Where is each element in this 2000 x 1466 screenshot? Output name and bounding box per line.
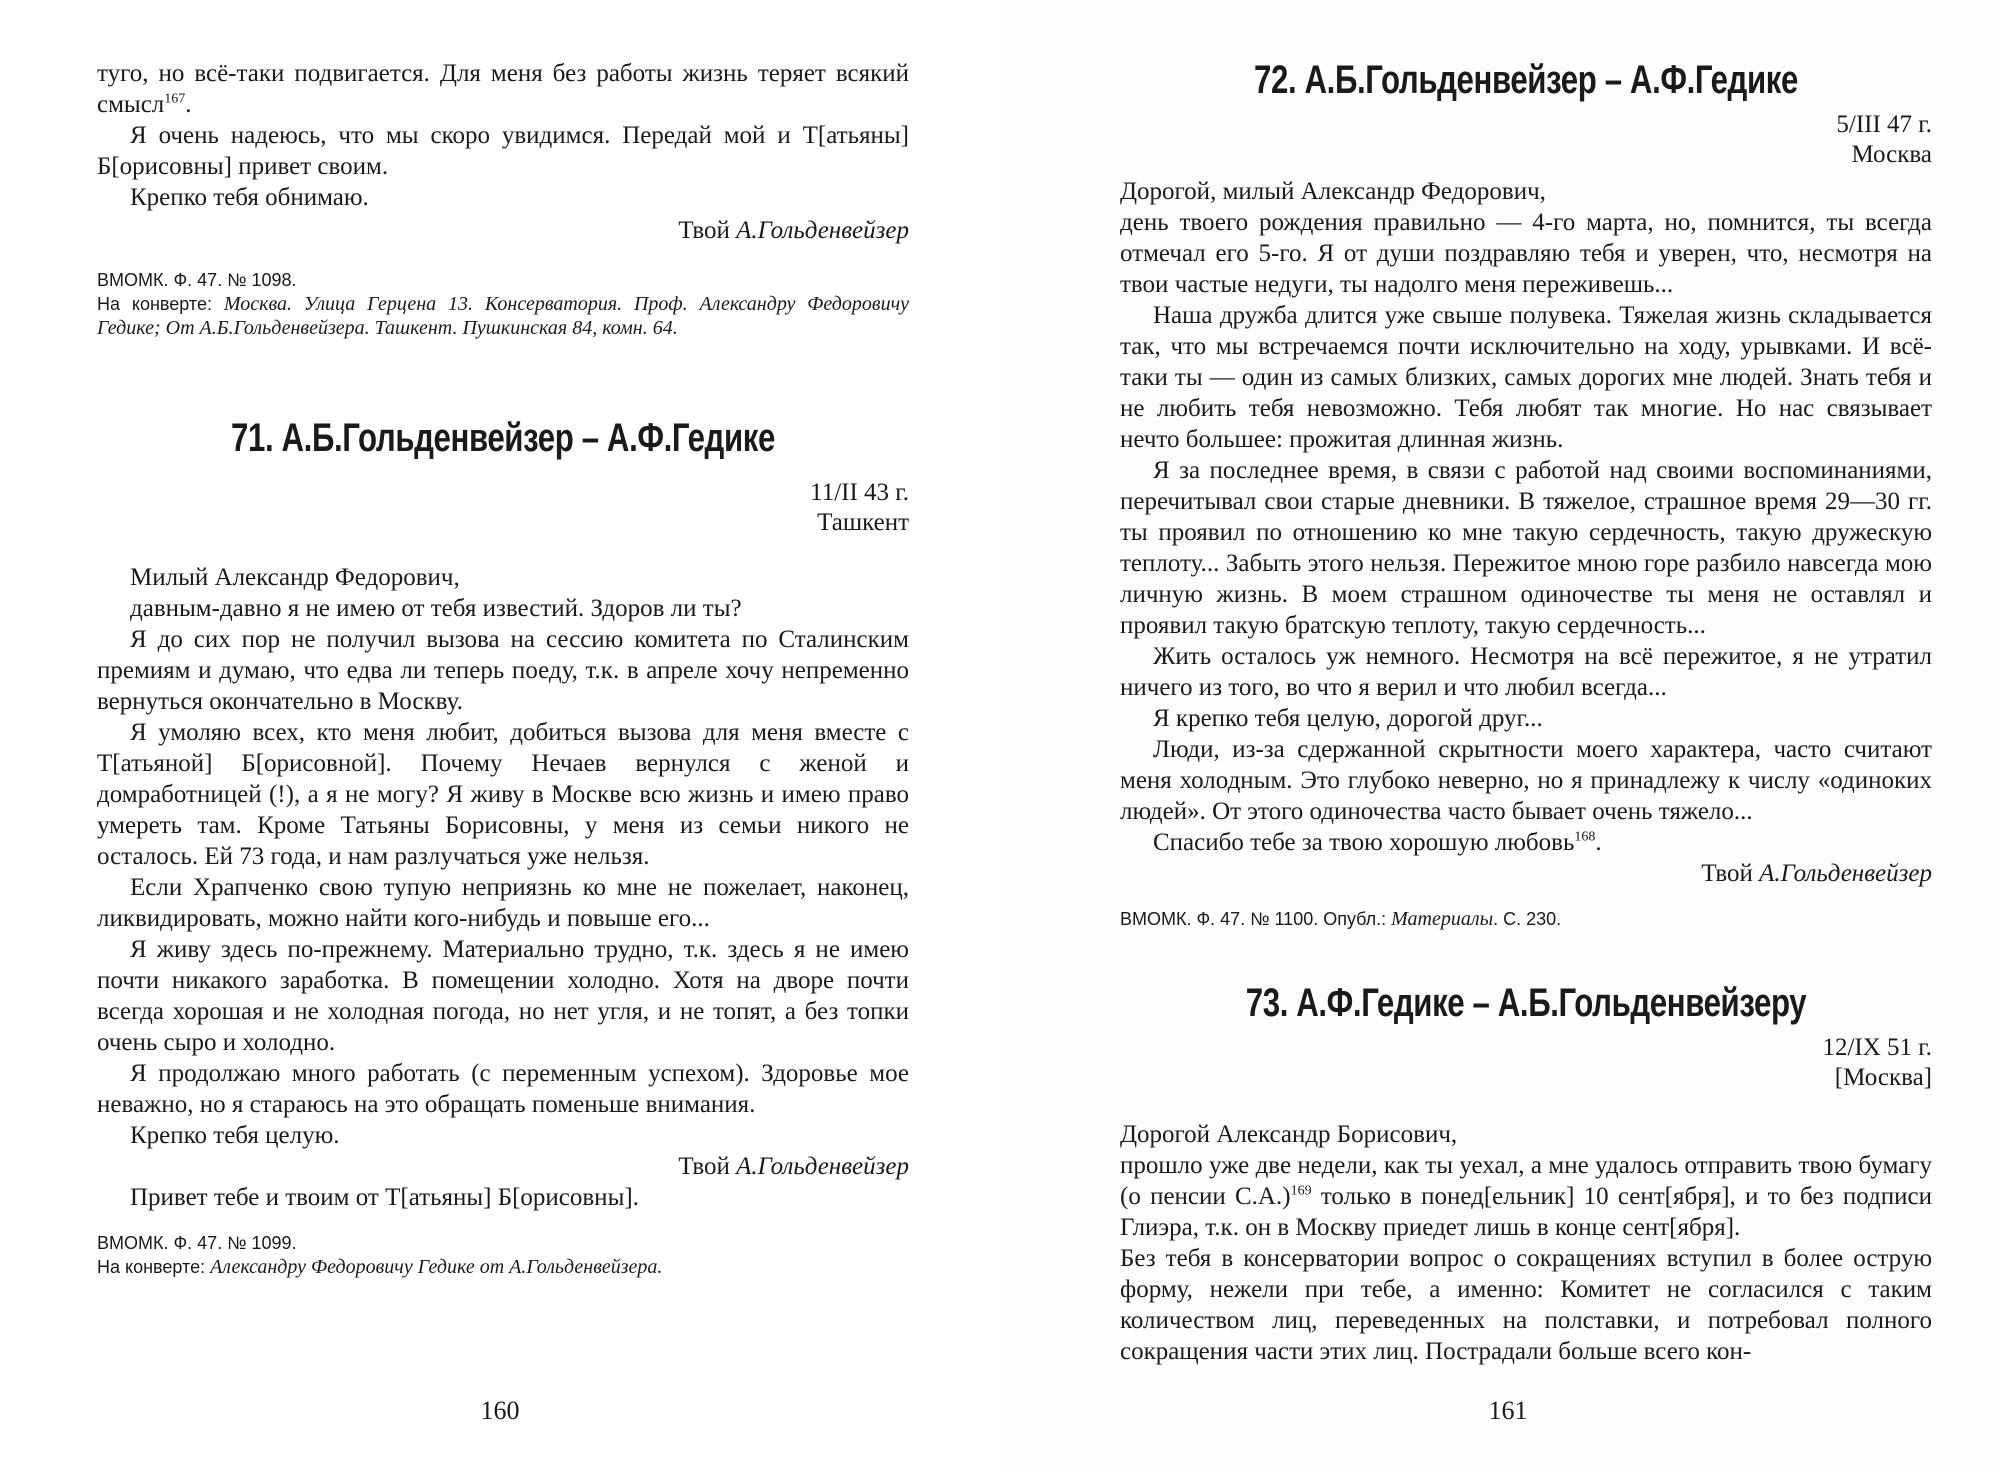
footnote-ref[interactable]: 167 [164,91,186,107]
continued-paragraph: туго, но всё-таки подвигается. Для меня без работы жизнь теряет всякий смысл$^{167}$. [97,60,909,118]
paragraph: Спасибо тебе за твою хорошую любовь$^{168}$. [1153,829,1602,856]
archive-reference: ВМОМК. Ф. 47. № 1100. Опубл.: Материалы. С. 230. [1120,908,1562,930]
signature: Твой А.Гольденвейзер [678,217,909,244]
signature: Твой А.Гольденвейзер [678,1153,909,1180]
paragraph: Я за последнее время, в связи с работой над своими воспоминаниями, перечитывал свои старые дневники. В тяжелое, страшное время 29—30 гг. ты проявил по отношению ко мне такую сердечность, такую дружескую теплоту... Забыть этого нельзя. Пережитое мною горе разбило навсегда мою личную жизнь. В моем страшном одиночестве ты меня не оставлял и проявил такую братскую теплоту, такую сердечность... [1120,457,1932,639]
right-page [1000,0,2000,1466]
paragraph: Я до сих пор не получил вызова на сессию комитета по Сталинским премиям и думаю, что едва ли теперь поеду, т.к. в апреле хочу непременно вернуться окончательно в Москву. [97,626,909,715]
envelope-note: На конверте: Александру Федоровичу Гедике от А.Гольденвейзера. [97,1256,663,1278]
letter-71-title: 71. А.Б.Гольденвейзер – А.Ф.Гедике [231,416,775,460]
page-number: 161 [1488,1396,1528,1425]
paragraph: Я продолжаю много работать (с переменным успехом). Здоровье мое неважно, но я стараюсь на это обращать поменьше внимания. [97,1060,909,1118]
letter-73-title: 73. А.Ф.Гедике – А.Б.Гольденвейзеру [1245,981,1807,1025]
postscript: Привет тебе и твоим от Т[атьяны] Б[орисовны]. [130,1184,639,1211]
paragraph: Я умоляю всех, кто меня любит, добиться вызова для меня вместе с Т[атьяной] Б[орисовной]. Почему Нечаев вернулся с женой и домработницей (!), а я не могу? Я живу в Москве всю жизнь и имею право умереть там. Кроме Татьяны Борисовны, у меня из семьи никого не осталось. Ей 73 года, и нам разлучаться уже нельзя. [97,719,909,870]
paragraph: прошло уже две недели, как ты уехал, а мне удалось отправить твою бумагу (о пенсии С.А.)$^{169}$ только в понед[ельник] 10 сент[ября], и то без подписи Глиэра, т.к. он в Москву приедет лишь в конце сент[ября]. [1120,1152,1932,1241]
signature: Твой А.Гольденвейзер [1701,860,1932,887]
paragraph: день твоего рождения правильно — 4-го марта, но, помнится, ты всегда отмечал его 5-го. Я от души поздравляю тебя и уверен, что, несмотря на твои частые недуги, ты надолго меня переживешь... [1120,209,1932,298]
paragraph: Крепко тебя обнимаю. [130,184,369,211]
letter-place: [Москва] [1834,1064,1932,1091]
salutation: Милый Александр Федорович, [130,564,460,591]
paragraph: Без тебя в консерватории вопрос о сокращениях вступил в более острую форму, нежели при тебе, а именно: Комитет не согласился с таким количеством лиц, переведенных на полставки, и потребовал полного сокращения части этих лиц. Пострадали больше всего кон- [1120,1245,1932,1365]
letter-date: 12/IX 51 г. [1822,1034,1932,1061]
left-text-column [97,58,909,1279]
paragraph: Я очень надеюсь, что мы скоро увидимся. Передай мой и Т[атьяны] Б[орисовны] привет своим. [97,122,909,180]
envelope-note: На конверте: Москва. Улица Герцена 13. Консерватория. Проф. Александру Федоровичу Гедике; От А.Б.Гольденвейзера. Ташкент. Пушкинская 84, комн. 64. [97,293,909,339]
page-number: 160 [480,1396,520,1425]
salutation: Дорогой, милый Александр Федорович, [1120,178,1546,205]
paragraph: Я крепко тебя целую, дорогой друг... [1153,705,1543,732]
paragraph: Жить осталось уж немного. Несмотря на всё пережитое, я не утратил ничего из того, во что я верил и что любил всегда... [1120,643,1932,701]
archive-reference: ВМОМК. Ф. 47. № 1098. [97,270,297,290]
salutation: Дорогой Александр Борисович, [1120,1121,1458,1148]
paragraph: Если Храпченко свою тупую неприязнь ко мне не пожелает, наконец, ликвидировать, можно найти кого-нибудь и повыше его... [97,874,909,932]
letter-72-title: 72. А.Б.Гольденвейзер – А.Ф.Гедике [1254,58,1798,102]
letter-place: Москва [1851,141,1932,168]
paragraph: Наша дружба длится уже свыше полувека. Тяжелая жизнь складывается так, что мы встречаемся почти исключительно на ходу, урывками. И всё-таки ты — один из самых близких, самых дорогих мне людей. Знать тебя и не любить тебя невозможно. Тебя любят так многие. Но нас связывает нечто большее: прожитая длинная жизнь. [1120,302,1932,453]
right-text-column [1120,58,1932,1367]
paragraph: Крепко тебя целую. [130,1122,340,1149]
paragraph: Люди, из-за сдержанной скрытности моего характера, часто считают меня холодным. Это глубоко неверно, но я принадлежу к числу «одиноких людей». От этого одиночества часто бывает очень тяжело... [1120,736,1932,825]
footnote-ref[interactable]: 168 [1574,829,1596,845]
paragraph: давным-давно я не имею от тебя известий. Здоров ли ты? [130,595,742,622]
archive-reference: ВМОМК. Ф. 47. № 1099. [97,1233,297,1253]
letter-date: 5/III 47 г. [1836,111,1932,138]
footnote-ref[interactable]: 169 [1290,1183,1312,1199]
letter-place: Ташкент [817,509,909,536]
letter-date: 11/II 43 г. [810,479,909,506]
paragraph: Я живу здесь по-прежнему. Материально трудно, т.к. здесь я не имею почти никакого заработка. В помещении холодно. Хотя на дворе почти всегда хорошая и не холодная погода, но нет угля, и не топят, а без топки очень сыро и холодно. [97,936,909,1056]
